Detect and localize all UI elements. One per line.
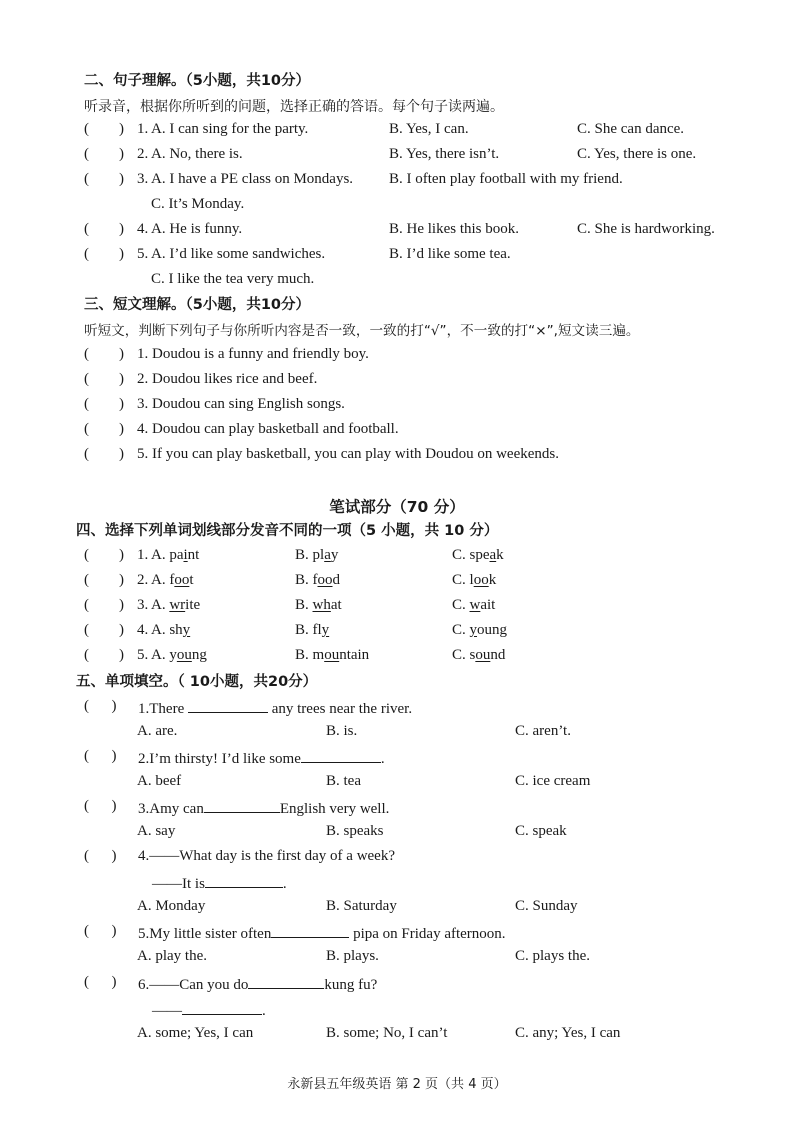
fill-blank[interactable] bbox=[188, 698, 268, 713]
answer-paren[interactable]: ( ) bbox=[84, 346, 124, 362]
option-a: A. are. bbox=[137, 723, 178, 739]
section-3-heading: 三、短文理解。（5小题，共10分） bbox=[84, 297, 311, 313]
option-b: B. Yes, I can. bbox=[389, 121, 469, 137]
option-a: A. beef bbox=[137, 773, 182, 789]
option-c: C. I like the tea very much. bbox=[151, 271, 315, 287]
option-b: B. I’d like some tea. bbox=[389, 246, 511, 262]
option-c: C. young bbox=[452, 622, 508, 638]
option-c: C. Sunday bbox=[515, 898, 578, 914]
answer-paren[interactable]: ( ) bbox=[84, 221, 124, 237]
answer-paren[interactable]: ( ) bbox=[84, 146, 124, 162]
answer-paren[interactable]: ( ) bbox=[84, 121, 124, 137]
option-c: C. Yes, there is one. bbox=[577, 146, 697, 162]
statement: 4. Doudou can play basketball and football. bbox=[137, 421, 399, 437]
answer-paren[interactable]: ( ) bbox=[84, 446, 124, 462]
question-stem: 5.My little sister often pipa on Friday afternoon. bbox=[138, 923, 506, 943]
option-a: A. young bbox=[151, 647, 207, 663]
option-b: B. mountain bbox=[295, 647, 370, 663]
fill-blank[interactable] bbox=[204, 798, 280, 813]
option-a: A. shy bbox=[151, 622, 191, 638]
option-a: A. write bbox=[151, 597, 201, 613]
fill-blank[interactable] bbox=[248, 974, 324, 989]
option-c: C. speak bbox=[515, 823, 567, 839]
option-c: C. ice cream bbox=[515, 773, 591, 789]
answer-paren[interactable]: ( ) bbox=[84, 396, 124, 412]
question-stem: 3.Amy can English very well. bbox=[138, 798, 389, 818]
question-number: 4. bbox=[137, 221, 149, 237]
statement: 2. Doudou likes rice and beef. bbox=[137, 371, 318, 387]
fill-blank[interactable] bbox=[205, 873, 283, 888]
option-c: C. sound bbox=[452, 647, 506, 663]
answer-paren[interactable]: ( ) bbox=[84, 923, 117, 939]
question-number: 5. bbox=[137, 246, 149, 262]
option-a: A. Monday bbox=[137, 898, 206, 914]
option-b: B. food bbox=[295, 572, 340, 588]
option-b: B. what bbox=[295, 597, 342, 613]
section-2-heading: 二、句子理解。（5小题，共10分） bbox=[84, 73, 311, 89]
answer-paren[interactable]: ( ) bbox=[84, 974, 117, 990]
option-b: B. fly bbox=[295, 622, 330, 638]
statement: 1. Doudou is a funny and friendly boy. bbox=[137, 346, 369, 362]
option-c: C. She is hardworking. bbox=[577, 221, 715, 237]
option-a: A. No, there is. bbox=[151, 146, 243, 162]
option-a: A. He is funny. bbox=[151, 221, 243, 237]
option-a: A. I’d like some sandwiches. bbox=[151, 246, 326, 262]
option-c: C. wait bbox=[452, 597, 496, 613]
question-number: 4. bbox=[137, 622, 149, 638]
question-number: 5. bbox=[137, 647, 149, 663]
question-stem: 4.——What day is the first day of a week? bbox=[138, 848, 395, 864]
option-b: B. some; No, I can’t bbox=[326, 1025, 448, 1041]
question-stem: 2.I’m thirsty! I’d like some . bbox=[138, 748, 385, 768]
option-a: A. paint bbox=[151, 547, 200, 563]
answer-paren[interactable]: ( ) bbox=[84, 421, 124, 437]
statement: 5. If you can play basketball, you can play with Doudou on weekends. bbox=[137, 446, 559, 462]
option-b: B. Yes, there isn’t. bbox=[389, 146, 500, 162]
answer-paren[interactable]: ( ) bbox=[84, 246, 124, 262]
option-b: B. I often play football with my friend. bbox=[389, 171, 623, 187]
question-number: 3. bbox=[137, 597, 149, 613]
question-stem: 1.There any trees near the river. bbox=[138, 698, 412, 718]
option-c: C. She can dance. bbox=[577, 121, 685, 137]
option-b: B. plays. bbox=[326, 948, 379, 964]
answer-paren[interactable]: ( ) bbox=[84, 547, 124, 563]
fill-blank[interactable] bbox=[271, 923, 349, 938]
answer-paren[interactable]: ( ) bbox=[84, 371, 124, 387]
option-c: C. plays the. bbox=[515, 948, 590, 964]
fill-blank[interactable] bbox=[301, 748, 381, 763]
option-a: A. foot bbox=[151, 572, 194, 588]
answer-paren[interactable]: ( ) bbox=[84, 798, 117, 814]
option-c: C. look bbox=[452, 572, 497, 588]
question-number: 2. bbox=[137, 146, 149, 162]
fill-blank[interactable] bbox=[182, 1000, 262, 1015]
option-c: C. speak bbox=[452, 547, 504, 563]
option-c: C. any; Yes, I can bbox=[515, 1025, 621, 1041]
answer-line: ——It is . bbox=[152, 873, 287, 893]
option-b: B. play bbox=[295, 547, 339, 563]
option-a: A. some; Yes, I can bbox=[137, 1025, 254, 1041]
answer-paren[interactable]: ( ) bbox=[84, 698, 117, 714]
answer-paren[interactable]: ( ) bbox=[84, 748, 117, 764]
question-number: 1. bbox=[137, 121, 149, 137]
statement: 3. Doudou can sing English songs. bbox=[137, 396, 345, 412]
option-c: C. aren’t. bbox=[515, 723, 571, 739]
option-b: B. Saturday bbox=[326, 898, 397, 914]
section-4-heading: 四、选择下列单词划线部分发音不同的一项（5 小题，共 10 分） bbox=[76, 523, 499, 539]
option-a: A. I have a PE class on Mondays. bbox=[151, 171, 354, 187]
answer-paren[interactable]: ( ) bbox=[84, 171, 124, 187]
option-c: C. It’s Monday. bbox=[151, 196, 245, 212]
option-a: A. I can sing for the party. bbox=[151, 121, 309, 137]
option-b: B. is. bbox=[326, 723, 358, 739]
answer-paren[interactable]: ( ) bbox=[84, 848, 117, 864]
answer-paren[interactable]: ( ) bbox=[84, 647, 124, 663]
question-stem: 6.——Can you do kung fu? bbox=[138, 974, 377, 994]
option-b: B. speaks bbox=[326, 823, 384, 839]
answer-line: —— . bbox=[152, 1000, 266, 1020]
question-number: 1. bbox=[137, 547, 149, 563]
option-b: B. tea bbox=[326, 773, 361, 789]
answer-paren[interactable]: ( ) bbox=[84, 572, 124, 588]
question-number: 2. bbox=[137, 572, 149, 588]
option-a: A. play the. bbox=[137, 948, 207, 964]
section-3-instruction: 听短文，判断下列句子与你所听内容是否一致，一致的打“√”，不一致的打“×”,短文读三遍。 bbox=[84, 323, 640, 339]
section-5-heading: 五、单项填空。（ 10小题，共20分） bbox=[76, 674, 318, 690]
page-footer: 永新县五年级英语 第 2 页（共 4 页） bbox=[287, 1077, 507, 1092]
answer-paren[interactable]: ( ) bbox=[84, 597, 124, 613]
written-part-title: 笔试部分（70 分） bbox=[329, 498, 465, 516]
section-2-instruction: 听录音，根据你所听到的问题，选择正确的答语。每个句子读两遍。 bbox=[84, 99, 504, 115]
option-a: A. say bbox=[137, 823, 176, 839]
answer-paren[interactable]: ( ) bbox=[84, 622, 124, 638]
question-number: 3. bbox=[137, 171, 149, 187]
option-b: B. He likes this book. bbox=[389, 221, 519, 237]
